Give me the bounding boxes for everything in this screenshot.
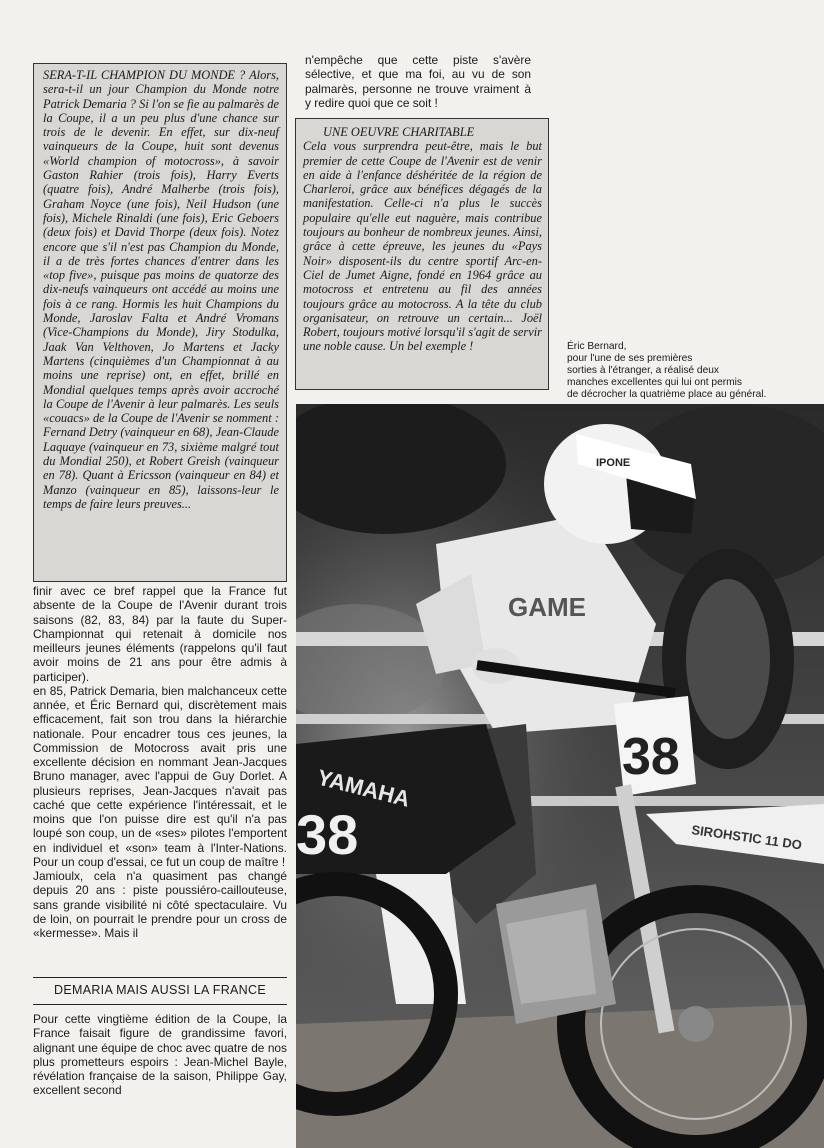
helmet-brand: IPONE (596, 457, 631, 469)
bike-brand: YAMAHA (314, 764, 413, 812)
caption-line: sorties à l'étranger, a réalisé deux (567, 365, 720, 376)
caption-line: Éric Bernard, (567, 341, 627, 352)
box-title: UNE OEUVRE CHARITABLE (323, 125, 475, 139)
sidebar-box-charity (295, 118, 549, 390)
plate-number: 38 (622, 728, 680, 786)
sidebar-box-champion (33, 63, 287, 582)
motocross-photo (296, 404, 824, 1148)
paragraph: Pour cette vingtième édition de la Coupe, la France faisait figure de grandissime favori, alignant une équipe de choc avec quatre de nos plus prometteurs espoirs : Jean-Michel Bayle, révélation française de la saison, Philippe Gay, excellent second (33, 1012, 287, 1098)
side-number: 38 (296, 803, 359, 866)
article-column-bottom (33, 1012, 287, 1098)
box-text: Alors, sera-t-il un jour Champion du Monde notre Patrick Demaria ? Si l'on se fie au palmarès de la Coupe, il a un peu plus d'une chance sur trois de le devenir. En effet, sur dix-neuf vainqueurs de la Coupe, huit sont devenus «World champion of motocross», à savoir Gaston Rahier (trois fois), Harry Everts (quatre fois), André Malherbe (trois fois), Graham Noyce (une fois), Neil Hudson (une fois), Michele Rinaldi (une fois), Eric Geboers (deux fois) et David Thorpe (deux fois). Notez encore que s'il n'est pas Champion du Monde, il a de très fortes chances d'entrer dans les «top five», puisque pas moins de quatorze des dix-neufs vainqueurs ont accédé au moins une fois à ce rang. Hormis les huit Champions du Monde, Jaroslav Falta et André Vromans (Vice-Champions du Monde), Jiry Stodulka, Jaak Van Velthoven, Jo Martens et Jacky Martens (cinquièmes d'un Championnat à au moins une reprise) ont, en effet, brillé en Mondial quelques temps après avoir accroché la Coupe de l'Avenir à leur palmarès. Les seuls «couacs» de la Coupe de l'Avenir se nomment : Fernand Detry (vainqueur en 68), Jean-Claude Laquaye (vainqueur en 73, sixième malgré tout du Mondial 250), et Robert Greish (vainqueur en 78). Quant à Ericsson (vainqueur en 84) et Manzo (vainqueur en 85), laissons-leur le temps de faire leurs preuves... (43, 68, 280, 511)
article-column-left (33, 584, 287, 940)
box-title: SERA-T-IL CHAMPION DU MONDE ? (43, 68, 246, 82)
paragraph: en 85, Patrick Demaria, bien malchanceux cette année, et Éric Bernard qui, discrètement mais efficacement, fait son trou dans la hiérarchie nationale. Pour encadrer tous ces jeunes, la Commission de Motocross avait pris une excellente décision en nommant Jean-Jacques Bruno manager, avec l'appui de Guy Dorlet. A plusieurs reprises, Jean-Jacques n'avait pas caché que cette expérience l'intéressait, et le moins que l'on puisse dire est qu'il n'a pas loupé son coup, un de «ses» pilotes l'emportent en individuel et «son» team à l'Inter-Nations. Pour un coup d'essai, ce fut un coup de maître ! (33, 683, 287, 869)
fender-text: SIROHSTIC 11 DO (690, 822, 803, 853)
box-text: Cela vous surprendra peut-être, mais le but premier de cette Coupe de l'Avenir est de venir en aide à l'enfance déshéritée de la région de Charleroi, grâce aux bénéfices dégagés de la manifestation. Celle-ci n'a plus le succès populaire qu'elle eut naguère, mais contribue toujours au bonheur de nombreux jeunes. Ainsi, grâce à cette épreuve, les jeunes du «Pays Noir» disposent-ils du centre sportif Arc-en-Ciel de Jumet Aigne, fondé en 1964 grâce au motocross et entretenu au fil des années toujours grâce au motocross. A la tête du club organisateur, on retrouve un certain... Joël Robert, toujours motivé lorsqu'il s'agit de servir une noble cause. Un bel exemple ! (303, 139, 542, 354)
section-heading: DEMARIA MAIS AUSSI LA FRANCE (33, 977, 287, 1005)
photo-caption (567, 341, 807, 401)
rider-illustration (296, 404, 824, 1148)
paragraph: Jamioulx, cela n'a quasiment pas changé depuis 20 ans : piste poussiéro-caillouteuse, sans grande visibilité ni côté spectaculaire. Vu de loin, on pourrait le prendre pour un cross de «kermesse». Mais il (33, 869, 287, 940)
jersey-text: GAME (508, 592, 586, 622)
caption-line: manches excellentes qui lui ont permis (567, 377, 742, 388)
paragraph: finir avec ce bref rappel que la France fut absente de la Coupe de l'Avenir durant trois saisons (82, 83, 84) par la faute du Super-Championnat qui retenait à domicile nos meilleurs jeunes éléments (rappelons qu'il faut avoir moins de 21 ans pour être admis à participer). (33, 584, 287, 684)
article-column-right (305, 53, 531, 110)
caption-line: de décrocher la quatrième place au général. (567, 389, 767, 400)
caption-line: pour l'une de ses premières (567, 353, 693, 364)
paragraph: n'empêche que cette piste s'avère sélective, et que ma foi, au vu de son palmarès, personne ne trouve vraiment à y redire quoi que ce soit ! (305, 53, 531, 110)
